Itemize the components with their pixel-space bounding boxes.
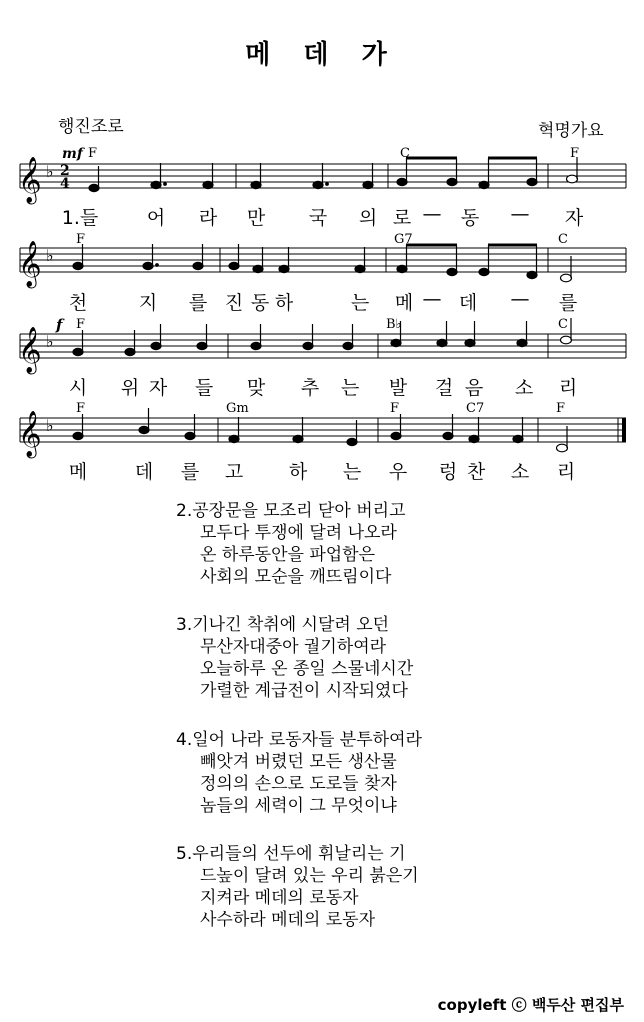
verse-line: 2.공장문을 모조리 닫아 버리고 [176,501,406,521]
verse-line: 드높이 달려 있는 우리 붉은기 [200,866,419,886]
verse-line: 3.기나긴 착취에 시달려 오던 [176,615,390,635]
lyric-syllable: 진 [224,292,244,314]
chord-symbol: F [570,146,580,161]
chord-symbol: Gm [226,401,249,416]
lyric-syllable: 위 [120,377,140,399]
lyric-syllable: 데 [458,292,478,314]
lyric-syllable: 메 [68,461,88,483]
verse-line: 지켜라 메데의 로동자 [200,888,359,908]
time-sig-top: 2 [60,163,70,179]
lyric-syllable: 발 [388,377,408,399]
treble-clef-icon: 𝄞 [18,327,42,373]
lyric-syllable: 를 [558,292,578,314]
time-sig-bottom: 4 [60,176,70,192]
flat-key-icon: ♭ [46,416,54,435]
verse-line: 오늘하루 온 종일 스물네시간 [200,659,414,679]
copyleft-footer: copyleft ⓒ 백두산 편집부 [437,996,624,1014]
flat-key-icon: ♭ [46,162,54,181]
lyric-syllable: 로 [392,207,412,229]
lyric-syllable: 지 [138,292,158,314]
treble-clef-icon: 𝄞 [18,241,42,287]
verse-5 [176,843,419,931]
lyric-syllable: 1.들 [61,207,99,229]
lyric-syllable: 데 [134,461,154,483]
verse-line: 사회의 모순을 깨뜨림이다 [200,567,392,587]
lyric-syllable: 를 [188,292,208,314]
chord-symbol: F [390,401,400,416]
genre-label: 혁명가요 [538,121,604,141]
flat-key-icon: ♭ [46,246,54,265]
verse-2 [176,500,406,588]
chord-symbol: F [76,401,86,416]
staff-row-4 [20,418,626,442]
lyric-syllable: 어 [146,207,166,229]
chord-symbol: F [76,232,86,247]
lyric-syllable: 는 [342,461,362,483]
verse-line: 정의의 손으로 도로들 찾자 [200,774,397,794]
lyrics-row-4 [0,457,644,485]
chord-symbol: F [76,317,86,332]
lyric-syllable: 는 [340,377,360,399]
lyric-syllable: 소 [514,377,534,399]
lyric-syllable: 들 [194,377,214,399]
lyric-syllable: 추 [300,377,320,399]
lyric-syllable: 음 [464,377,484,399]
lyric-syllable: 자 [148,377,168,399]
lyric-syllable: 동 [250,292,270,314]
lyric-syllable: 리 [556,461,576,483]
lyric-syllable: 만 [246,207,266,229]
lyric-syllable: 리 [558,377,578,399]
chord-symbol: G7 [394,232,413,247]
lyric-syllable: 찬 [466,461,486,483]
lyrics-row-3 [0,373,644,401]
tempo-marking: 행진조로 [58,117,124,137]
treble-clef-icon: 𝄞 [18,411,42,457]
staff-row-2 [20,248,626,272]
lyric-syllable: — [422,203,442,225]
verse-line: 무산자대중아 궐기하여라 [200,637,387,657]
verse-line: 4.일어 나라 로동자들 분투하여라 [176,730,422,750]
lyric-syllable: 메 [394,292,414,314]
staff-row-3 [20,334,626,358]
lyric-syllable: 라 [198,207,218,229]
lyric-syllable: 걸 [434,377,454,399]
lyric-syllable: — [510,288,530,310]
lyric-syllable: 우 [388,461,408,483]
lyric-syllable: 의 [358,207,378,229]
lyric-syllable: 를 [180,461,200,483]
lyric-syllable: 렁 [438,461,458,483]
chord-symbol: C [558,232,568,247]
chord-symbol: F [556,401,566,416]
lyric-syllable: 천 [68,292,88,314]
dynamic-f: f [56,316,63,334]
lyric-syllable: — [510,203,530,225]
verse-4 [176,729,422,817]
lyric-syllable: 소 [510,461,530,483]
verse-line: 5.우리들의 선두에 휘날리는 기 [176,844,406,864]
lyric-syllable: 하 [288,461,308,483]
lyric-syllable: 고 [224,461,244,483]
song-title: 메 데 가 [245,40,399,70]
lyrics-row-2 [0,288,644,316]
dynamic-mf: mf [62,146,83,162]
verse-line: 빼앗겨 버렸던 모든 생산물 [200,752,397,772]
flat-key-icon: ♭ [46,332,54,351]
lyric-syllable: 하 [274,292,294,314]
chord-symbol: B♭ [386,317,402,332]
lyric-syllable: 동 [460,207,480,229]
chord-symbol: C7 [466,401,485,416]
verse-line: 가렬한 계급전이 시작되였다 [200,681,408,701]
treble-clef-icon: 𝄞 [18,157,42,203]
chord-symbol: C [558,317,568,332]
chord-symbol: C [400,146,410,161]
lyric-syllable: 자 [564,207,584,229]
lyrics-row-1 [0,203,644,231]
lyric-syllable: — [422,288,442,310]
lyric-syllable: 맞 [246,377,266,399]
verse-line: 모두다 투쟁에 달려 나오라 [200,523,397,543]
lyric-syllable: 는 [350,292,370,314]
lyric-syllable: 시 [68,377,88,399]
music-score [0,0,644,490]
lyric-syllable: 국 [308,207,328,229]
verse-3 [176,614,413,702]
verse-line: 온 하루동안을 파업함은 [200,545,376,565]
verse-line: 사수하라 메데의 로동자 [200,910,376,930]
verse-line: 놈들의 세력이 그 무엇이냐 [200,796,397,816]
chord-symbol: F [88,146,98,161]
